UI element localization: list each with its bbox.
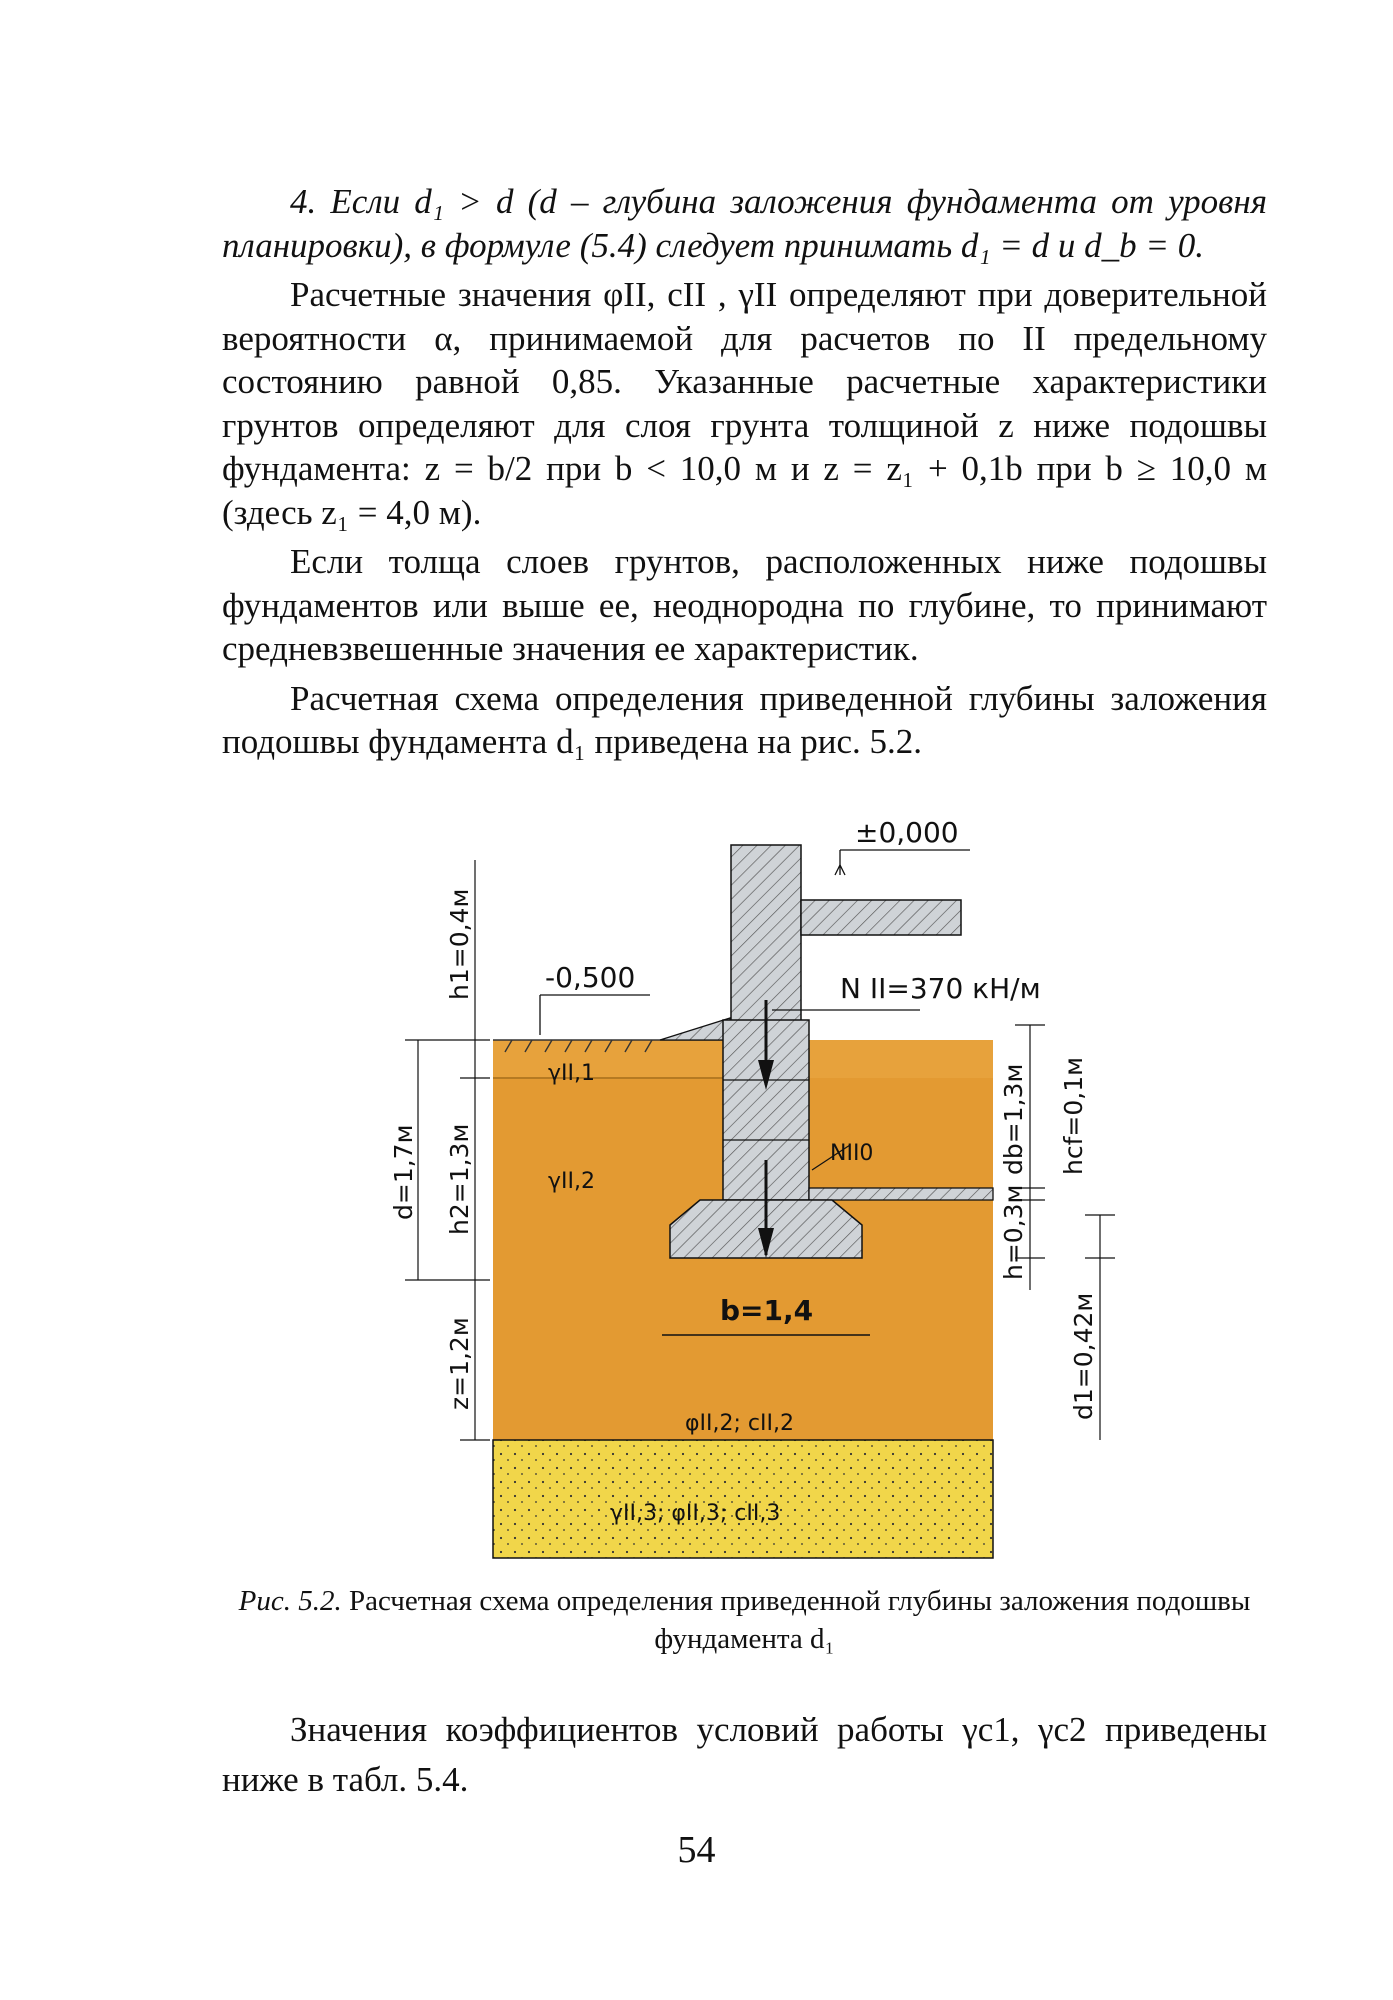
floor-slab	[801, 900, 961, 935]
body-text-top	[222, 180, 1267, 764]
width-label: b=1,4	[720, 1294, 814, 1327]
caption-text: Расчетная схема определения приведенной глубины заложения подошвы фундамента d₁	[348, 1585, 1251, 1655]
soil-label-1: γII,1	[548, 1061, 595, 1086]
paragraph-4: Расчетная схема определения приведенной глубины заложения подошвы фундамента d₁ приведена на рис. 5.2.	[222, 678, 1267, 761]
paragraph-3: Если толща слоев грунтов, расположенных ниже подошвы фундаментов или выше ее, неоднородна по глубине, то принимают средневзвешенные значения ее характеристик.	[222, 542, 1267, 668]
level-ground-label: -0,500	[545, 961, 636, 994]
paragraph-5: Значения коэффициентов условий работы γc1, γc2 приведены ниже в табл. 5.4.	[222, 1710, 1267, 1799]
page-number: 54	[677, 1829, 716, 1871]
basement-floor	[809, 1188, 993, 1200]
load-label: N II=370 кН/м	[840, 972, 1041, 1005]
soil-layer-3	[493, 1440, 993, 1558]
soil-label-2: γII,2	[548, 1169, 595, 1194]
dim-h: h=0,3м	[999, 1184, 1028, 1280]
dim-h1: h1=0,4м	[445, 888, 474, 1000]
figure-caption	[222, 1582, 1267, 1658]
dim-d: d=1,7м	[389, 1124, 418, 1220]
body-text-bottom	[222, 1705, 1267, 1805]
dim-z: z=1,2м	[445, 1317, 474, 1410]
dim-d1: d1=0,42м	[1069, 1292, 1098, 1420]
blind-area	[660, 1018, 730, 1040]
caption-label: Рис. 5.2.	[238, 1585, 342, 1617]
dim-hcf: hcf=0,1м	[1059, 1057, 1088, 1175]
dim-db: db=1,3м	[999, 1063, 1028, 1175]
level-top-label: ±0,000	[855, 816, 959, 849]
paragraph-1: 4. Если d₁ > d (d – глубина заложения фундамента от уровня планировки), в формуле (5.4) следует принимать d₁ = d и d_b = 0.	[222, 182, 1267, 265]
self-weight-label: NII0	[830, 1141, 874, 1166]
dim-h2: h2=1,3м	[445, 1123, 474, 1235]
soil-props-2: φII,2; cII,2	[685, 1411, 794, 1436]
paragraph-2: Расчетные значения φII, cII , γII определяют при доверительной вероятности α, принимаемой для расчетов по II предельному состоянию равной 0,85. Указанные расчетные характеристики грунтов определяют для слоя грунта толщиной z ниже подошвы фундамента: z = b/2 при b < 10,0 м и z = z₁ + 0,1b при b ≥ 10,0 м (здесь z₁ = 4,0 м).	[222, 275, 1267, 532]
foundation-diagram	[389, 816, 1160, 1560]
soil-label-3: γII,3; φII,3; cII,3	[610, 1501, 781, 1526]
